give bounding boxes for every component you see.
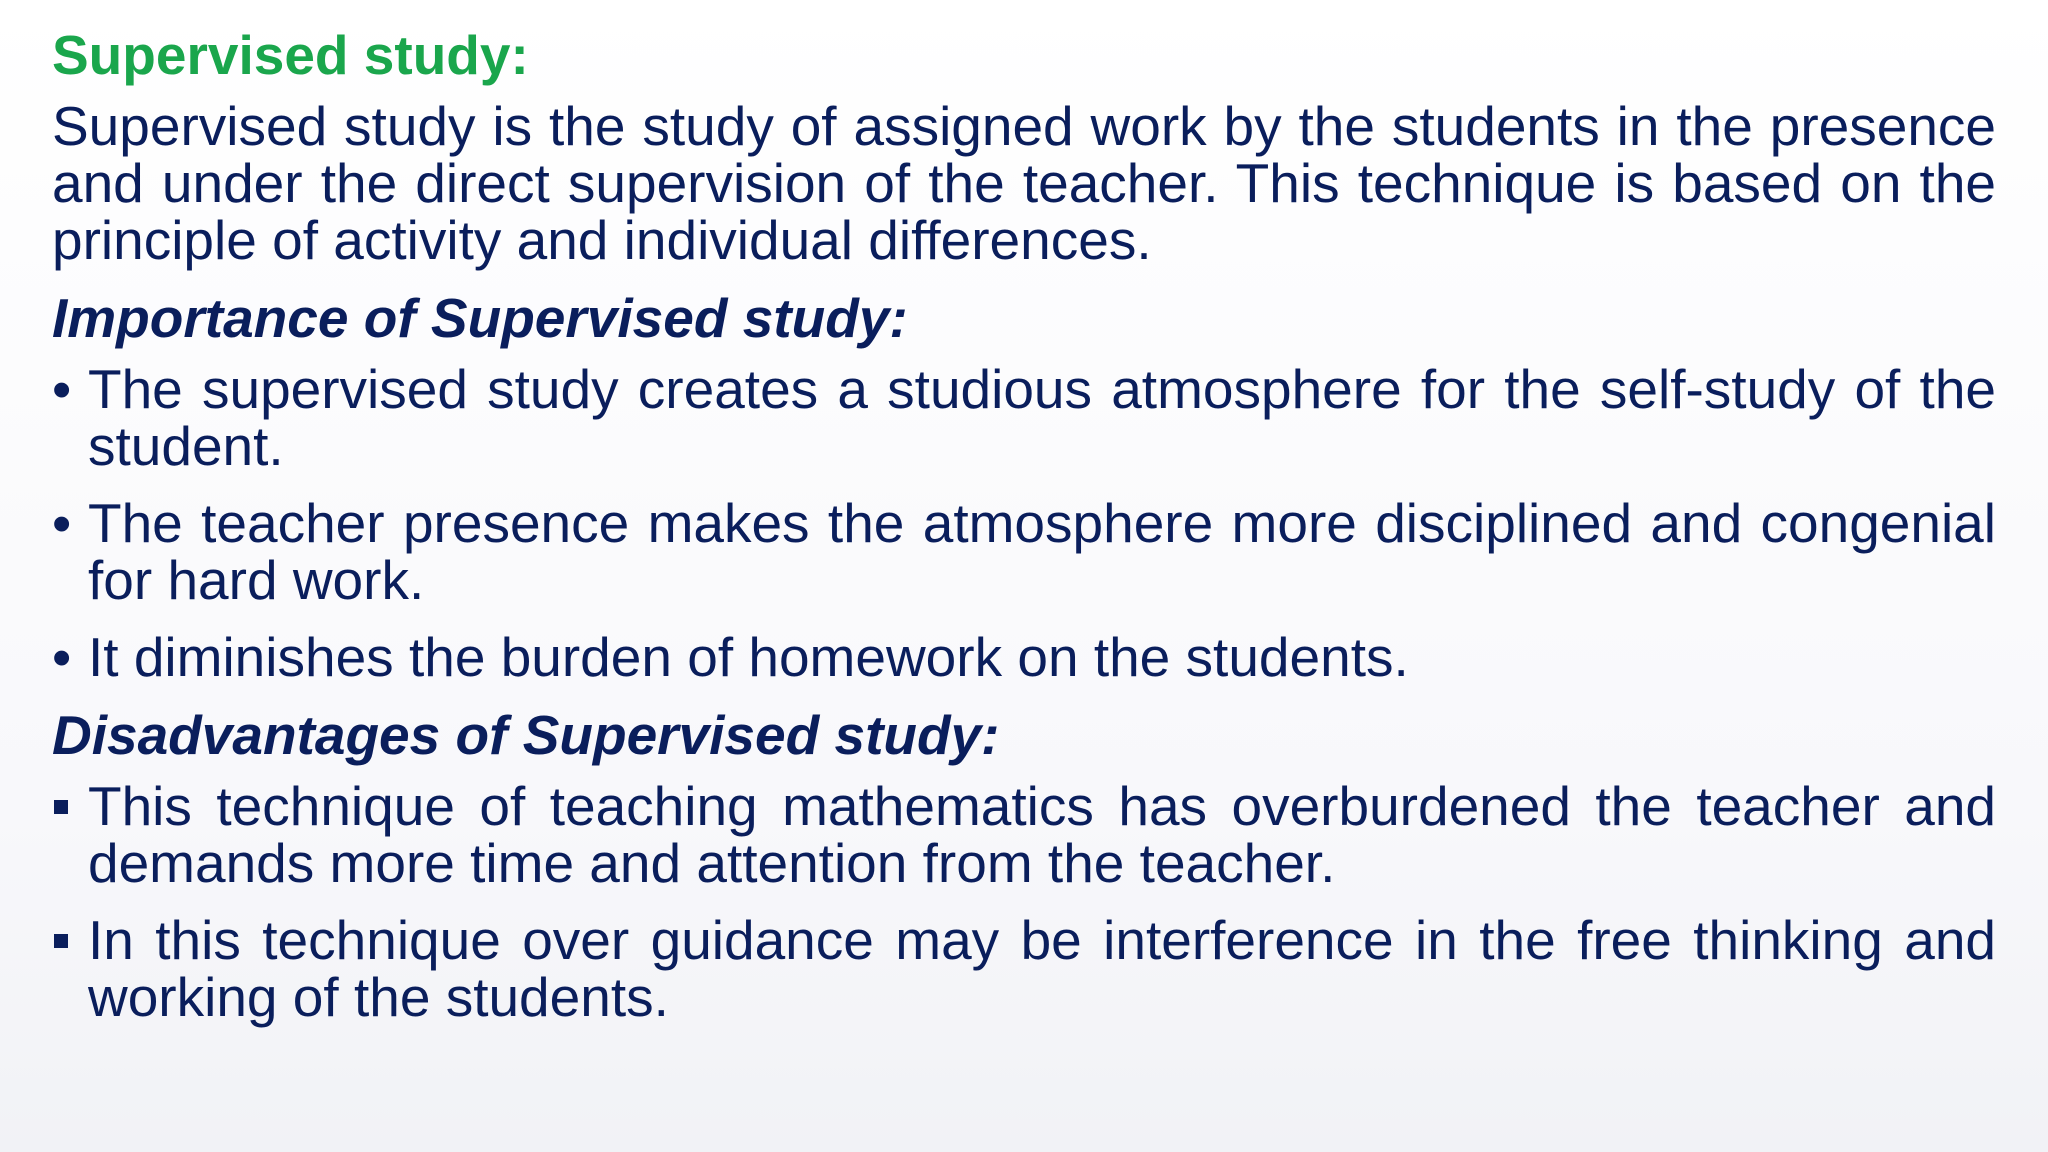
bullet-dot-icon: • bbox=[52, 358, 72, 420]
importance-heading: Importance of Supervised study: bbox=[52, 287, 908, 349]
bullet-square-icon bbox=[54, 934, 68, 948]
disadvantages-item bbox=[52, 909, 1996, 1028]
importance-item bbox=[52, 626, 1996, 688]
bullet-dot-icon: • bbox=[52, 626, 72, 688]
bullet-square-icon bbox=[54, 800, 68, 814]
importance-item bbox=[52, 492, 1996, 611]
importance-item-text: The supervised study creates a studious atmosphere for the self-study of the student. bbox=[88, 358, 1996, 477]
importance-list bbox=[52, 358, 1996, 688]
disadvantages-item-text: In this technique over guidance may be interference in the free thinking and working of the students. bbox=[88, 909, 1996, 1028]
definition-paragraph: Supervised study is the study of assigned work by the students in the presence and under the direct supervision of the teacher. This technique is based on the principle of activity and individual differences. bbox=[52, 95, 1996, 271]
importance-item-text: It diminishes the burden of homework on the students. bbox=[88, 626, 1409, 688]
disadvantages-heading: Disadvantages of Supervised study: bbox=[52, 704, 1000, 766]
disadvantages-item bbox=[52, 775, 1996, 894]
importance-item bbox=[52, 358, 1996, 477]
disadvantages-list bbox=[52, 775, 1996, 1028]
slide-title: Supervised study: bbox=[52, 24, 529, 86]
disadvantages-item-text: This technique of teaching mathematics has overburdened the teacher and demands more time and attention from the teacher. bbox=[88, 775, 1996, 894]
bullet-dot-icon: • bbox=[52, 492, 72, 554]
importance-item-text: The teacher presence makes the atmosphere more disciplined and congenial for hard work. bbox=[88, 492, 1996, 611]
